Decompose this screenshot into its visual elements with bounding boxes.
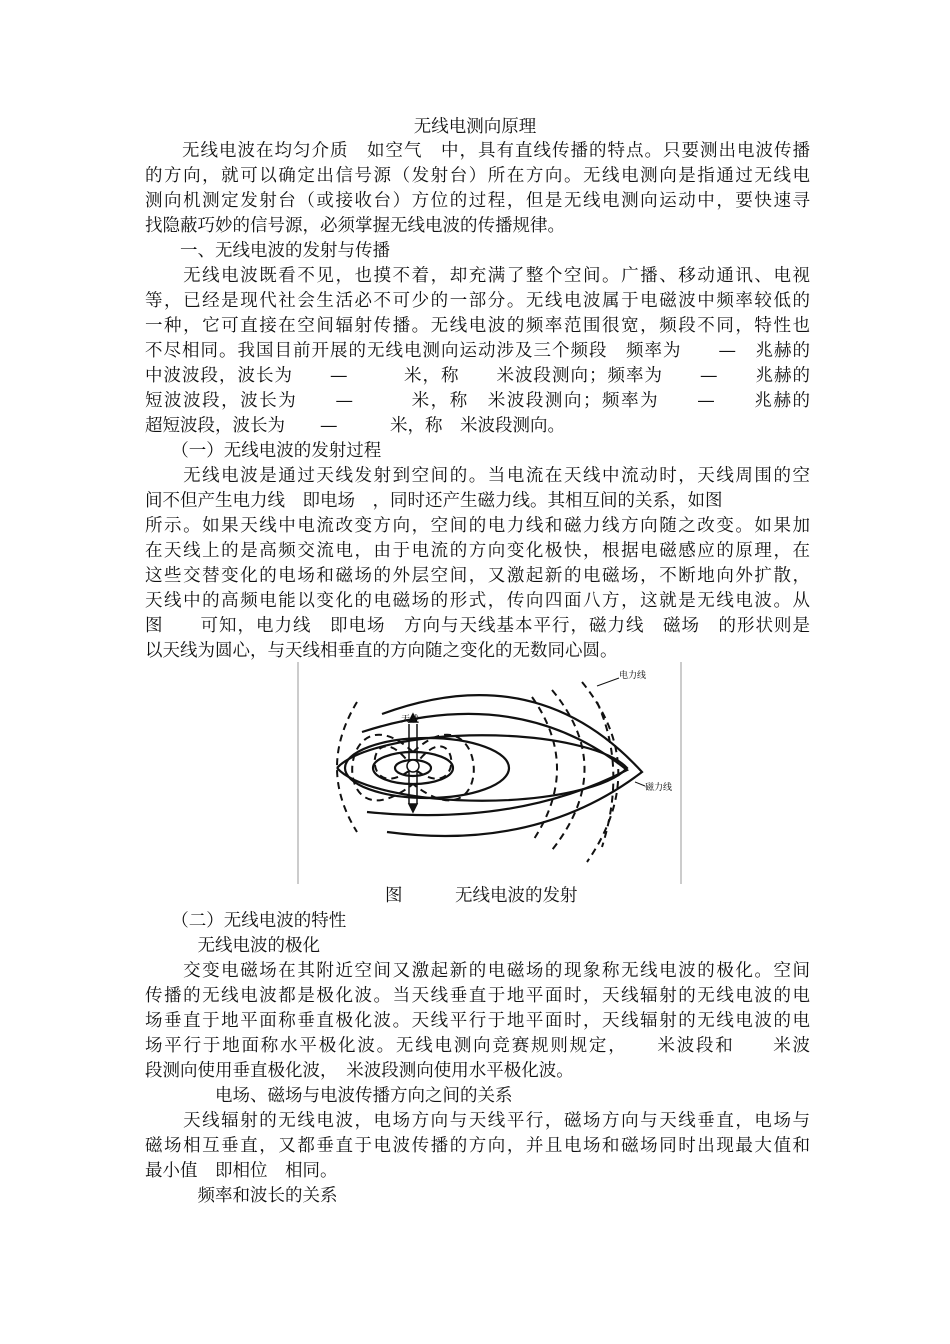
polarization-line-2: 传播的无线电波都是极化波。当天线垂直于地平面时，天线辐射的无线电波的电: [145, 986, 810, 1006]
intro-line-2: 的方向，就可以确定出信号源（发射台）所在方向。无线电测向是指通过无线电: [145, 166, 810, 186]
label-antenna: 天线: [401, 714, 420, 724]
page-title: 无线电测向原理: [413, 117, 537, 137]
sub1-line-3: 所示。如果天线中电流改变方向，空间的电力线和磁力线方向随之改变。如果加: [145, 516, 810, 536]
intro-line-3: 测向机测定发射台（或接收台）方位的过程，但是无线电测向运动中，要快速寻: [145, 191, 810, 211]
section1-line-4: 不尽相同。我国目前开展的无线电测向运动涉及三个频段 频率为 — 兆赫的: [145, 341, 810, 361]
section1-line-3: 一种，它可直接在空间辐射传播。无线电波的频率范围很宽，频段不同，特性也: [145, 316, 810, 336]
relation-line-2: 磁场相互垂直，又都垂直于电波传播的方向，并且电场和磁场同时出现最大值和: [145, 1136, 810, 1156]
section1-line-2: 等，已经是现代社会生活必不可少的一部分。无线电波属于电磁波中频率较低的: [145, 291, 810, 311]
section1-line-7: 超短波段，波长为 — 米，称 米波段测向。: [145, 416, 565, 436]
sub1-line-6: 天线中的高频电能以变化的电磁场的形式，传向四面八方，这就是无线电波。从: [145, 591, 810, 611]
radio-emission-figure: [297, 662, 683, 884]
polarization-heading: 无线电波的极化: [145, 936, 320, 956]
sub1-line-4: 在天线上的是高频交流电，由于电流的方向变化极快，根据电磁感应的原理，在: [145, 541, 810, 561]
sub2-heading: （二）无线电波的特性: [145, 911, 347, 931]
sub1-line-5: 这些交替变化的电场和磁场的外层空间，又激起新的电磁场，不断地向外扩散，: [145, 566, 810, 586]
sub1-line-7: 图 可知，电力线 即电场 方向与天线基本平行，磁力线 磁场 的形状则是: [145, 616, 810, 636]
sub1-heading: （一）无线电波的发射过程: [145, 441, 382, 461]
section1-line-1: 无线电波既看不见，也摸不着，却充满了整个空间。广播、移动通讯、电视: [145, 266, 810, 286]
polarization-line-3: 场垂直于地平面称垂直极化波。天线平行于地平面时，天线辐射的无线电波的电: [145, 1011, 810, 1031]
sub1-line-1: 无线电波是通过天线发射到空间的。当电流在天线中流动时，天线周围的空: [145, 466, 810, 486]
section1-heading: 一、无线电波的发射与传播: [145, 241, 390, 261]
intro-line-1: 无线电波在均匀介质 如空气 中，具有直线传播的特点。只要测出电波传播: [145, 141, 810, 161]
magnetic-field-lines: [337, 695, 642, 836]
label-magnetic-lines: 磁力线: [645, 782, 673, 792]
figure-caption: 图 无线电波的发射: [385, 886, 578, 906]
section1-line-6: 短波波段，波长为 — 米，称 米波段测向；频率为 — 兆赫的: [145, 391, 810, 411]
section1-line-5: 中波波段，波长为 — 米，称 米波段测向；频率为 — 兆赫的: [145, 366, 810, 386]
relation-heading: 电场、磁场与电波传播方向之间的关系: [145, 1086, 513, 1106]
polarization-line-1: 交变电磁场在其附近空间又激起新的电磁场的现象称无线电波的极化。空间: [145, 961, 810, 981]
sub1-line-2: 间不但产生电力线 即电场 ，同时还产生磁力线。其相互间的关系，如图: [145, 491, 723, 511]
label-leader-lines: [597, 678, 645, 786]
polarization-line-5: 段测向使用垂直极化波， 米波段测向使用水平极化波。: [145, 1061, 574, 1081]
radio-emission-diagram: [297, 662, 683, 884]
label-electric-lines: 电力线: [619, 670, 647, 680]
frequency-heading: 频率和波长的关系: [145, 1186, 338, 1206]
relation-line-1: 天线辐射的无线电波，电场方向与天线平行，磁场方向与天线垂直，电场与: [145, 1111, 810, 1131]
intro-line-4: 找隐蔽巧妙的信号源，必须掌握无线电波的传播规律。: [145, 216, 565, 236]
relation-line-3: 最小值 即相位 相同。: [145, 1161, 338, 1181]
polarization-line-4: 场平行于地面称水平极化波。无线电测向竞赛规则规定， 米波段和 米波: [145, 1036, 810, 1056]
sub1-line-8: 以天线为圆心，与天线相垂直的方向随之变化的无数同心圆。: [145, 641, 618, 661]
